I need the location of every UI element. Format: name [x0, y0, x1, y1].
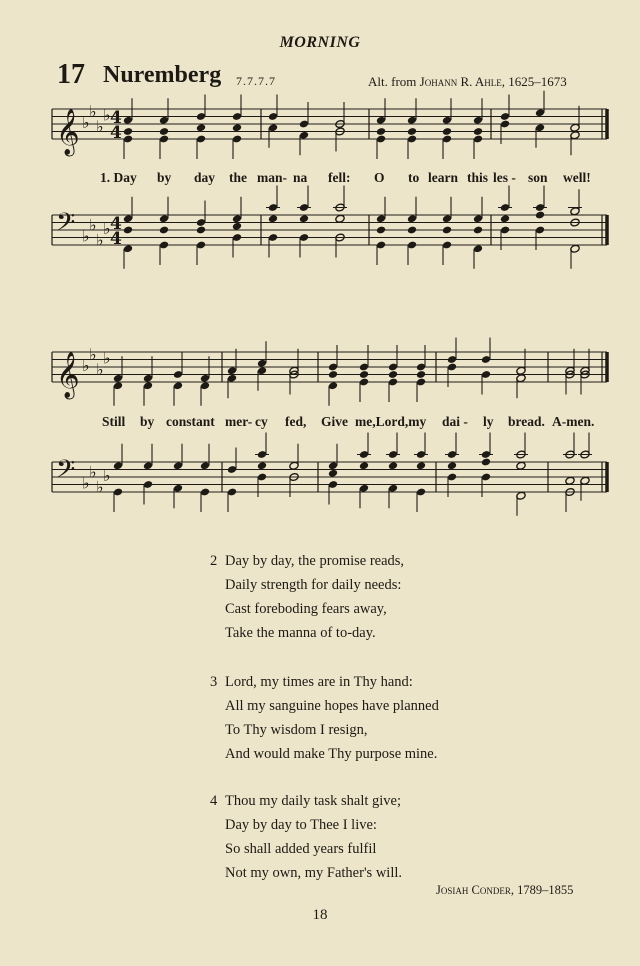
lyric-syllable: day: [194, 170, 216, 185]
flat-sign: ♭: [96, 359, 104, 379]
note-head: [328, 370, 338, 379]
flat-sign: ♭: [89, 215, 97, 235]
lyric-syllable: fed,: [285, 414, 307, 429]
time-signature: 4: [110, 214, 122, 234]
lyric-syllable: fell:: [328, 170, 351, 185]
verse-line: Lord, my times are in Thy hand:: [225, 674, 413, 690]
flat-sign: ♭: [96, 477, 104, 497]
note-head: [473, 127, 483, 136]
lyric-syllable: A-men.: [552, 414, 595, 429]
note-head: [328, 469, 338, 478]
note-head: [123, 127, 133, 136]
note-head: [196, 123, 206, 132]
lyric-syllable: son: [528, 170, 548, 185]
time-signature: 4: [110, 123, 122, 143]
note-head: [335, 214, 345, 223]
note-head: [535, 211, 545, 220]
note-head: [359, 461, 369, 470]
note-head: [123, 226, 133, 235]
flat-sign: ♭: [89, 101, 97, 121]
note-head: [407, 127, 417, 136]
lyric-syllable: Give: [321, 414, 348, 429]
verse-line: Cast foreboding fears away,: [225, 601, 387, 617]
verse-author: [436, 883, 573, 898]
verse-line: To Thy wisdom I resign,: [225, 722, 368, 738]
note-head: [442, 226, 452, 235]
flat-sign: ♭: [82, 473, 90, 493]
flat-sign: ♭: [103, 219, 111, 238]
note-head: [516, 461, 526, 470]
flat-sign: ♭: [82, 356, 90, 375]
flat-sign: ♭: [103, 466, 111, 485]
note-head: [159, 226, 169, 235]
note-head: [232, 222, 242, 231]
verse-line: Take the manna of to-day.: [225, 625, 376, 641]
meter: 7.7.7.7: [236, 74, 276, 88]
note-head: [376, 226, 386, 235]
verse-author-dates: 1789–1855: [517, 883, 574, 897]
treble-clef: 𝄞: [56, 109, 80, 155]
lyric-syllable: by: [157, 170, 172, 185]
note-head: [442, 127, 452, 136]
note-head: [388, 461, 398, 470]
lyric-syllable: bread.: [508, 414, 545, 429]
note-head: [268, 214, 278, 223]
note-head: [407, 226, 417, 235]
verse-line: Daily strength for daily needs:: [225, 577, 402, 593]
lyric-syllable: ly: [483, 414, 494, 429]
lyric-syllable: 1. Day: [100, 170, 137, 185]
flat-sign: ♭: [96, 116, 104, 136]
verse-line: Not my own, my Father's will.: [225, 865, 403, 881]
lyric-system-1: [0, 170, 640, 190]
lyric-syllable: this: [467, 170, 489, 185]
tune-name: Nuremberg: [103, 62, 222, 88]
note-head: [447, 461, 457, 470]
lyric-syllable: les -: [493, 170, 516, 185]
verse-line: And would make Thy purpose mine.: [225, 746, 438, 762]
verse-line: Thou my daily task shalt give;: [225, 793, 401, 809]
lyric-syllable: Still: [102, 414, 126, 429]
lyric-syllable: cy: [255, 414, 268, 429]
note-head: [500, 214, 510, 223]
bass-clef: 𝄢: [56, 455, 76, 490]
lyric-syllable: mer-: [225, 414, 253, 429]
note-head: [299, 214, 309, 223]
lyric-syllable: na: [293, 170, 308, 185]
note-head: [359, 370, 369, 379]
section-title: MORNING: [279, 34, 361, 51]
hymn-number: 17: [57, 59, 85, 90]
lyric-system-2: [0, 414, 640, 434]
flat-sign: ♭: [103, 105, 111, 125]
attribution-name: Johann R. Ahle,: [419, 74, 506, 89]
flat-sign: ♭: [82, 226, 90, 246]
lyric-syllable: me,Lord,my: [355, 414, 427, 429]
verse-line: So shall added years fulfil: [225, 841, 377, 857]
note-head: [416, 370, 426, 379]
note-head: [481, 458, 491, 467]
flat-sign: ♭: [82, 113, 90, 132]
note-head: [376, 127, 386, 136]
lyric-syllable: to: [408, 170, 420, 185]
lyric-syllable: constant: [166, 414, 215, 429]
note-head: [196, 226, 206, 235]
note-head: [416, 461, 426, 470]
verse-number: 2: [210, 553, 218, 569]
flat-sign: ♭: [89, 344, 97, 364]
flat-sign: ♭: [89, 462, 97, 482]
lyric-syllable: learn: [428, 170, 458, 185]
page-number: 18: [312, 907, 328, 923]
treble-clef: 𝄞: [56, 352, 80, 398]
time-signature: 4: [110, 108, 122, 128]
note-head: [473, 226, 483, 235]
bass-clef: 𝄢: [56, 208, 76, 243]
flat-sign: ♭: [96, 230, 104, 250]
lyric-syllable: well!: [563, 170, 591, 185]
verse-number: 4: [210, 793, 218, 809]
lyric-syllable: O: [374, 170, 385, 185]
attribution-dates: 1625–1673: [508, 74, 567, 89]
attribution-prefix: Alt. from: [368, 74, 417, 89]
lyric-syllable: by: [140, 414, 155, 429]
verse-number: 3: [210, 674, 218, 690]
verse-author-name: Josiah Conder,: [436, 883, 514, 897]
lyric-syllable: the: [229, 170, 247, 185]
note-head: [159, 127, 169, 136]
lyric-syllable: dai -: [442, 414, 468, 429]
verse-line: Day by day to Thee I live:: [225, 817, 377, 833]
verse-line: All my sanguine hopes have planned: [225, 698, 439, 714]
lyric-syllable: man-: [257, 170, 287, 185]
note-head: [565, 476, 575, 485]
verse-line: Day by day, the promise reads,: [225, 553, 405, 569]
note-head: [232, 123, 242, 132]
flat-sign: ♭: [103, 348, 111, 368]
note-head: [257, 461, 267, 470]
note-head: [388, 370, 398, 379]
time-signature: 4: [110, 229, 122, 249]
